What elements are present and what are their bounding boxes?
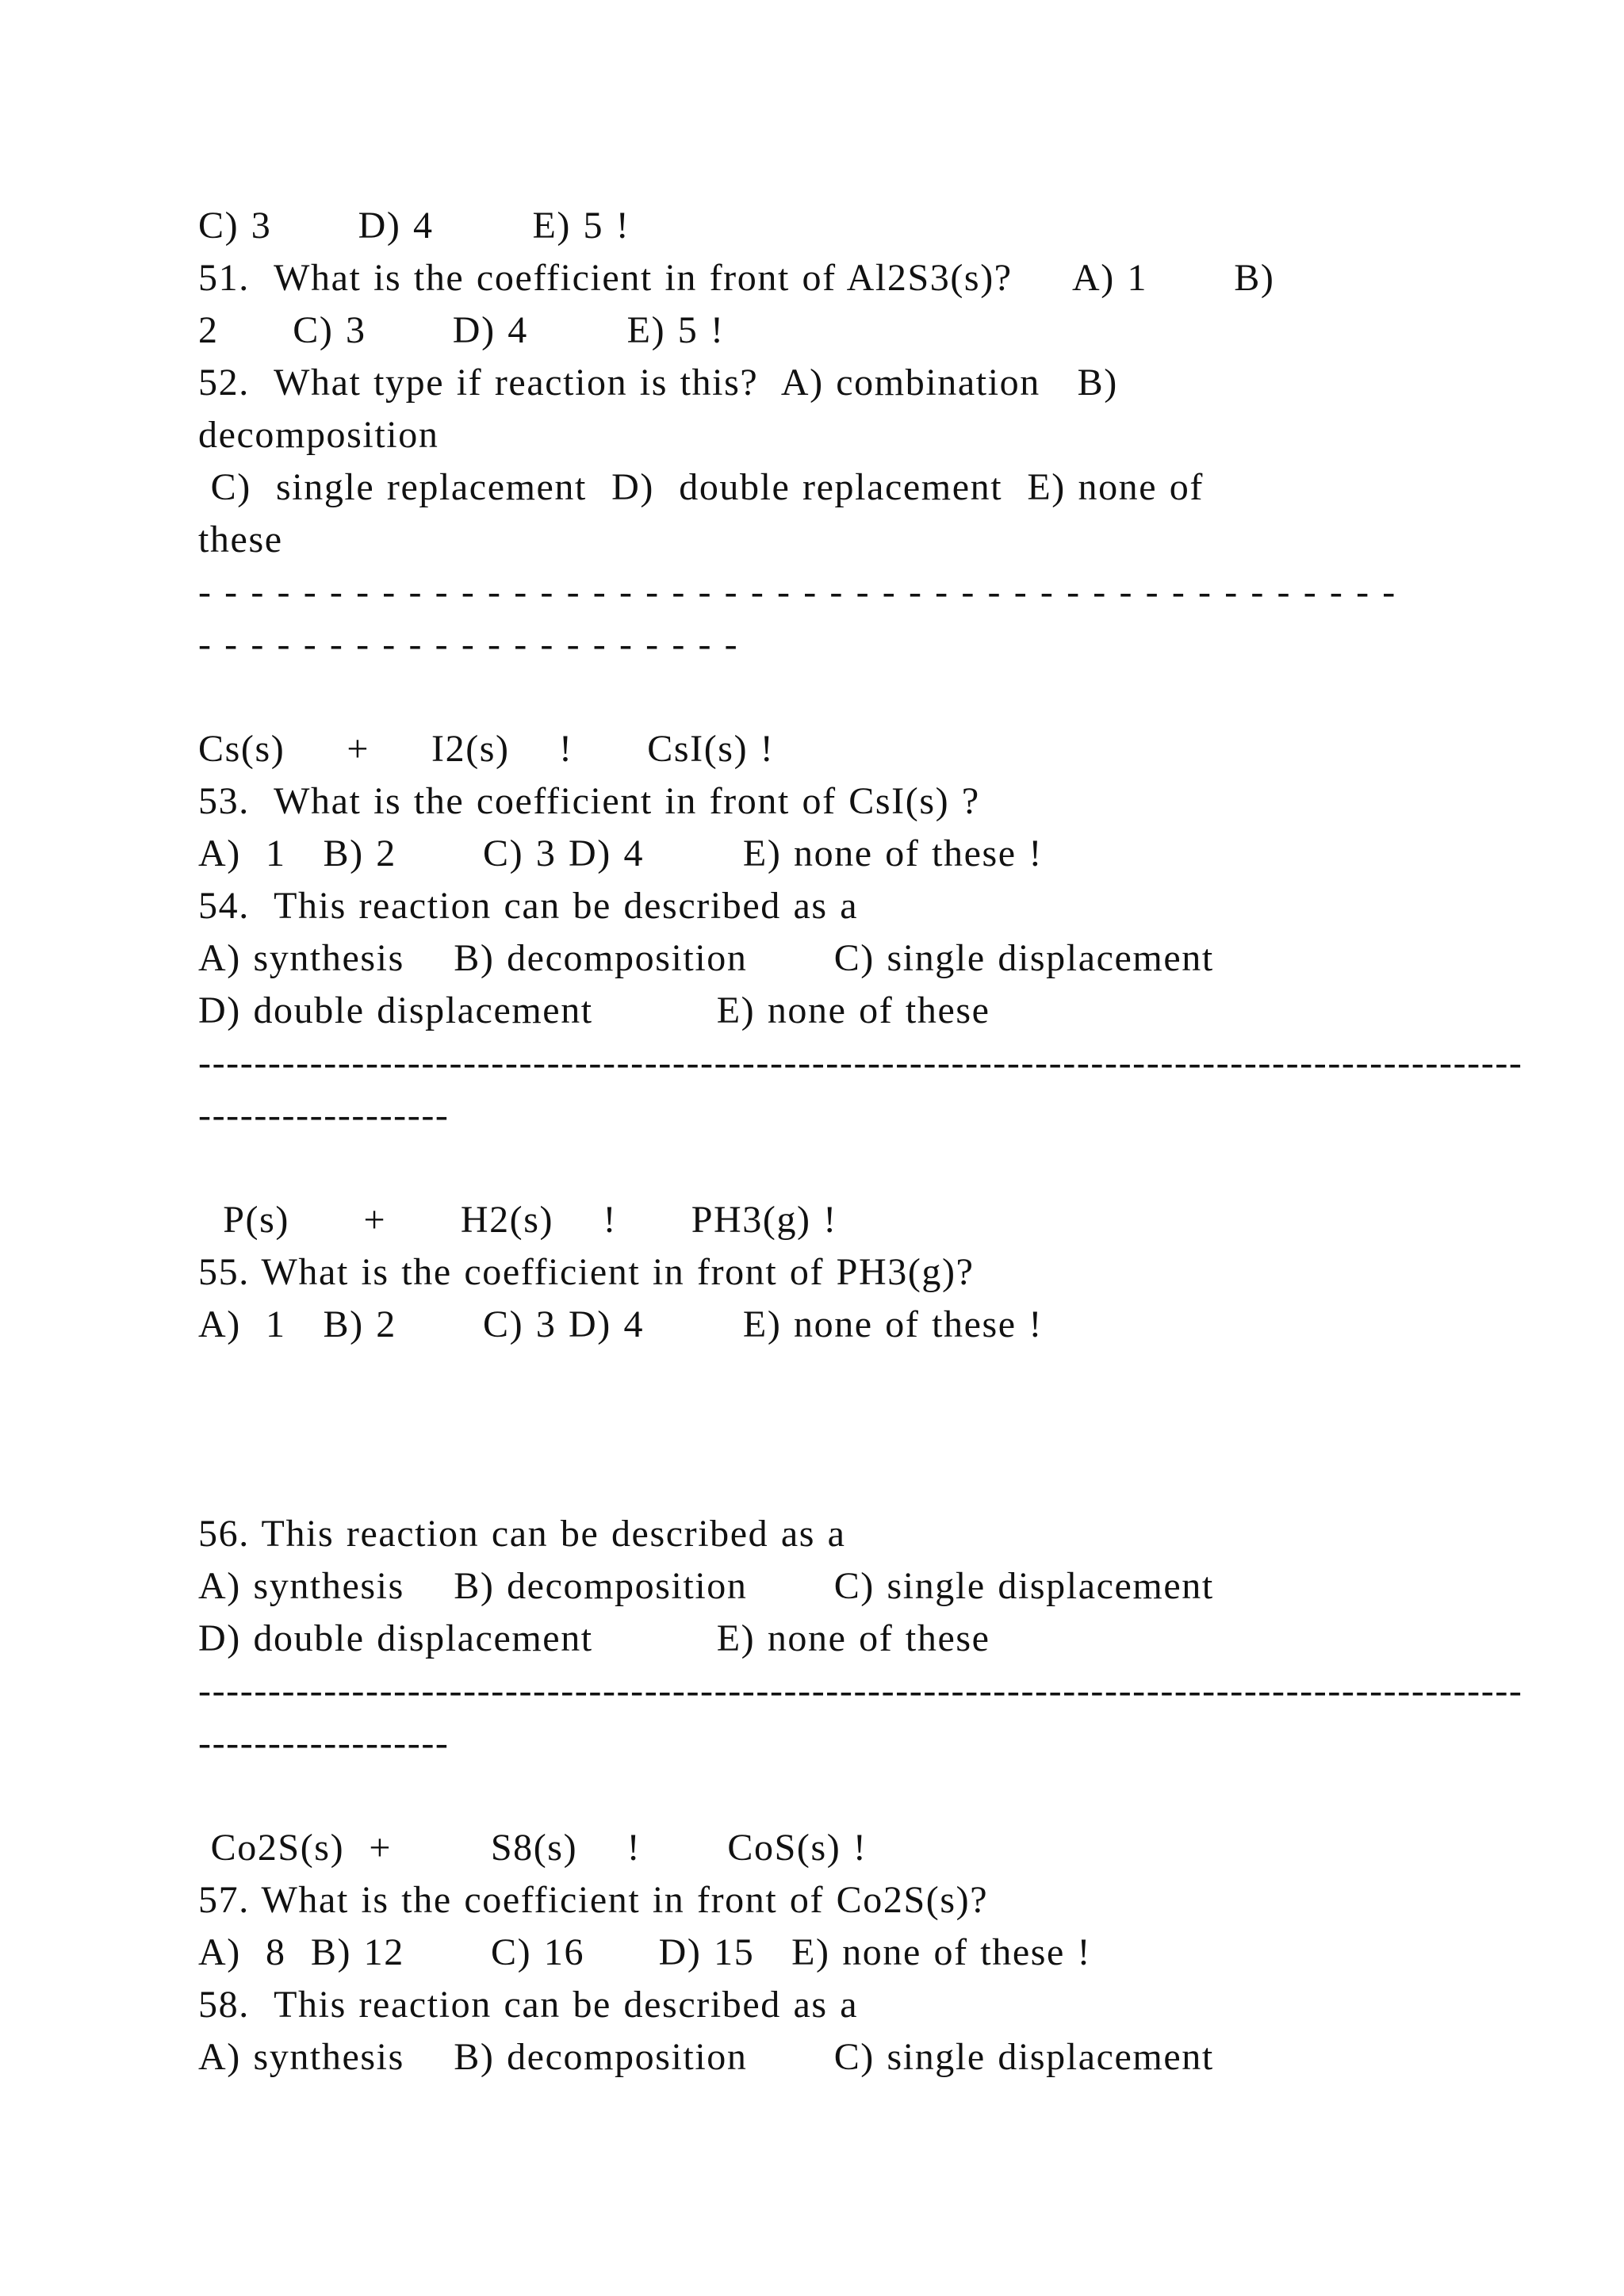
reaction-equation: P(s) + H2(s) ! PH3(g) ! xyxy=(198,1199,837,1241)
question-55: 55. What is the coefficient in front of PH3(g)? xyxy=(198,1251,975,1293)
question-52-options: C) single replacement D) double replacement E) none of xyxy=(198,466,1204,508)
separator-line: ----------------------------------------------------------------------------------------------- xyxy=(198,1670,1523,1712)
question-54-options: A) synthesis B) decomposition C) single displacement xyxy=(198,937,1214,979)
question-53-options: A) 1 B) 2 C) 3 D) 4 E) none of these ! xyxy=(198,832,1043,874)
question-51-options: 2 C) 3 D) 4 E) 5 ! xyxy=(198,309,725,351)
separator-line: - - - - - - - - - - - - - - - - - - - - - - - - - - - - - - - - - - - - - - - - - - - - - - xyxy=(198,571,1396,613)
question-56-options-continued: D) double displacement E) none of these xyxy=(198,1617,990,1659)
question-57-options: A) 8 B) 12 C) 16 D) 15 E) none of these ! xyxy=(198,1931,1092,1973)
reaction-equation: Cs(s) + I2(s) ! CsI(s) ! xyxy=(198,728,775,770)
separator-line-continued: - - - - - - - - - - - - - - - - - - - - - xyxy=(198,623,739,665)
question-58-options: A) synthesis B) decomposition C) single displacement xyxy=(198,2036,1214,2078)
separator-line-continued: ------------------ xyxy=(198,1094,450,1136)
separator-line: ----------------------------------------------------------------------------------------------- xyxy=(198,1042,1523,1084)
question-58: 58. This reaction can be described as a xyxy=(198,1984,859,2026)
question-53: 53. What is the coefficient in front of CsI(s) ? xyxy=(198,780,980,822)
question-54: 54. This reaction can be described as a xyxy=(198,885,859,927)
question-56: 56. This reaction can be described as a xyxy=(198,1513,846,1555)
question-51: 51. What is the coefficient in front of Al2S3(s)? A) 1 B) xyxy=(198,257,1275,299)
reaction-equation: Co2S(s) + S8(s) ! CoS(s) ! xyxy=(198,1827,868,1869)
question-56-options: A) synthesis B) decomposition C) single displacement xyxy=(198,1565,1214,1607)
separator-line-continued: ------------------ xyxy=(198,1722,450,1764)
question-54-options-continued: D) double displacement E) none of these xyxy=(198,989,990,1031)
question-52: 52. What type if reaction is this? A) combination B) xyxy=(198,362,1118,404)
question-52-continued: decomposition xyxy=(198,414,439,456)
question-55-options: A) 1 B) 2 C) 3 D) 4 E) none of these ! xyxy=(198,1303,1043,1345)
question-52-options-continued: these xyxy=(198,519,283,561)
answer-options-line: C) 3 D) 4 E) 5 ! xyxy=(198,205,630,247)
question-57: 57. What is the coefficient in front of Co2S(s)? xyxy=(198,1879,989,1921)
